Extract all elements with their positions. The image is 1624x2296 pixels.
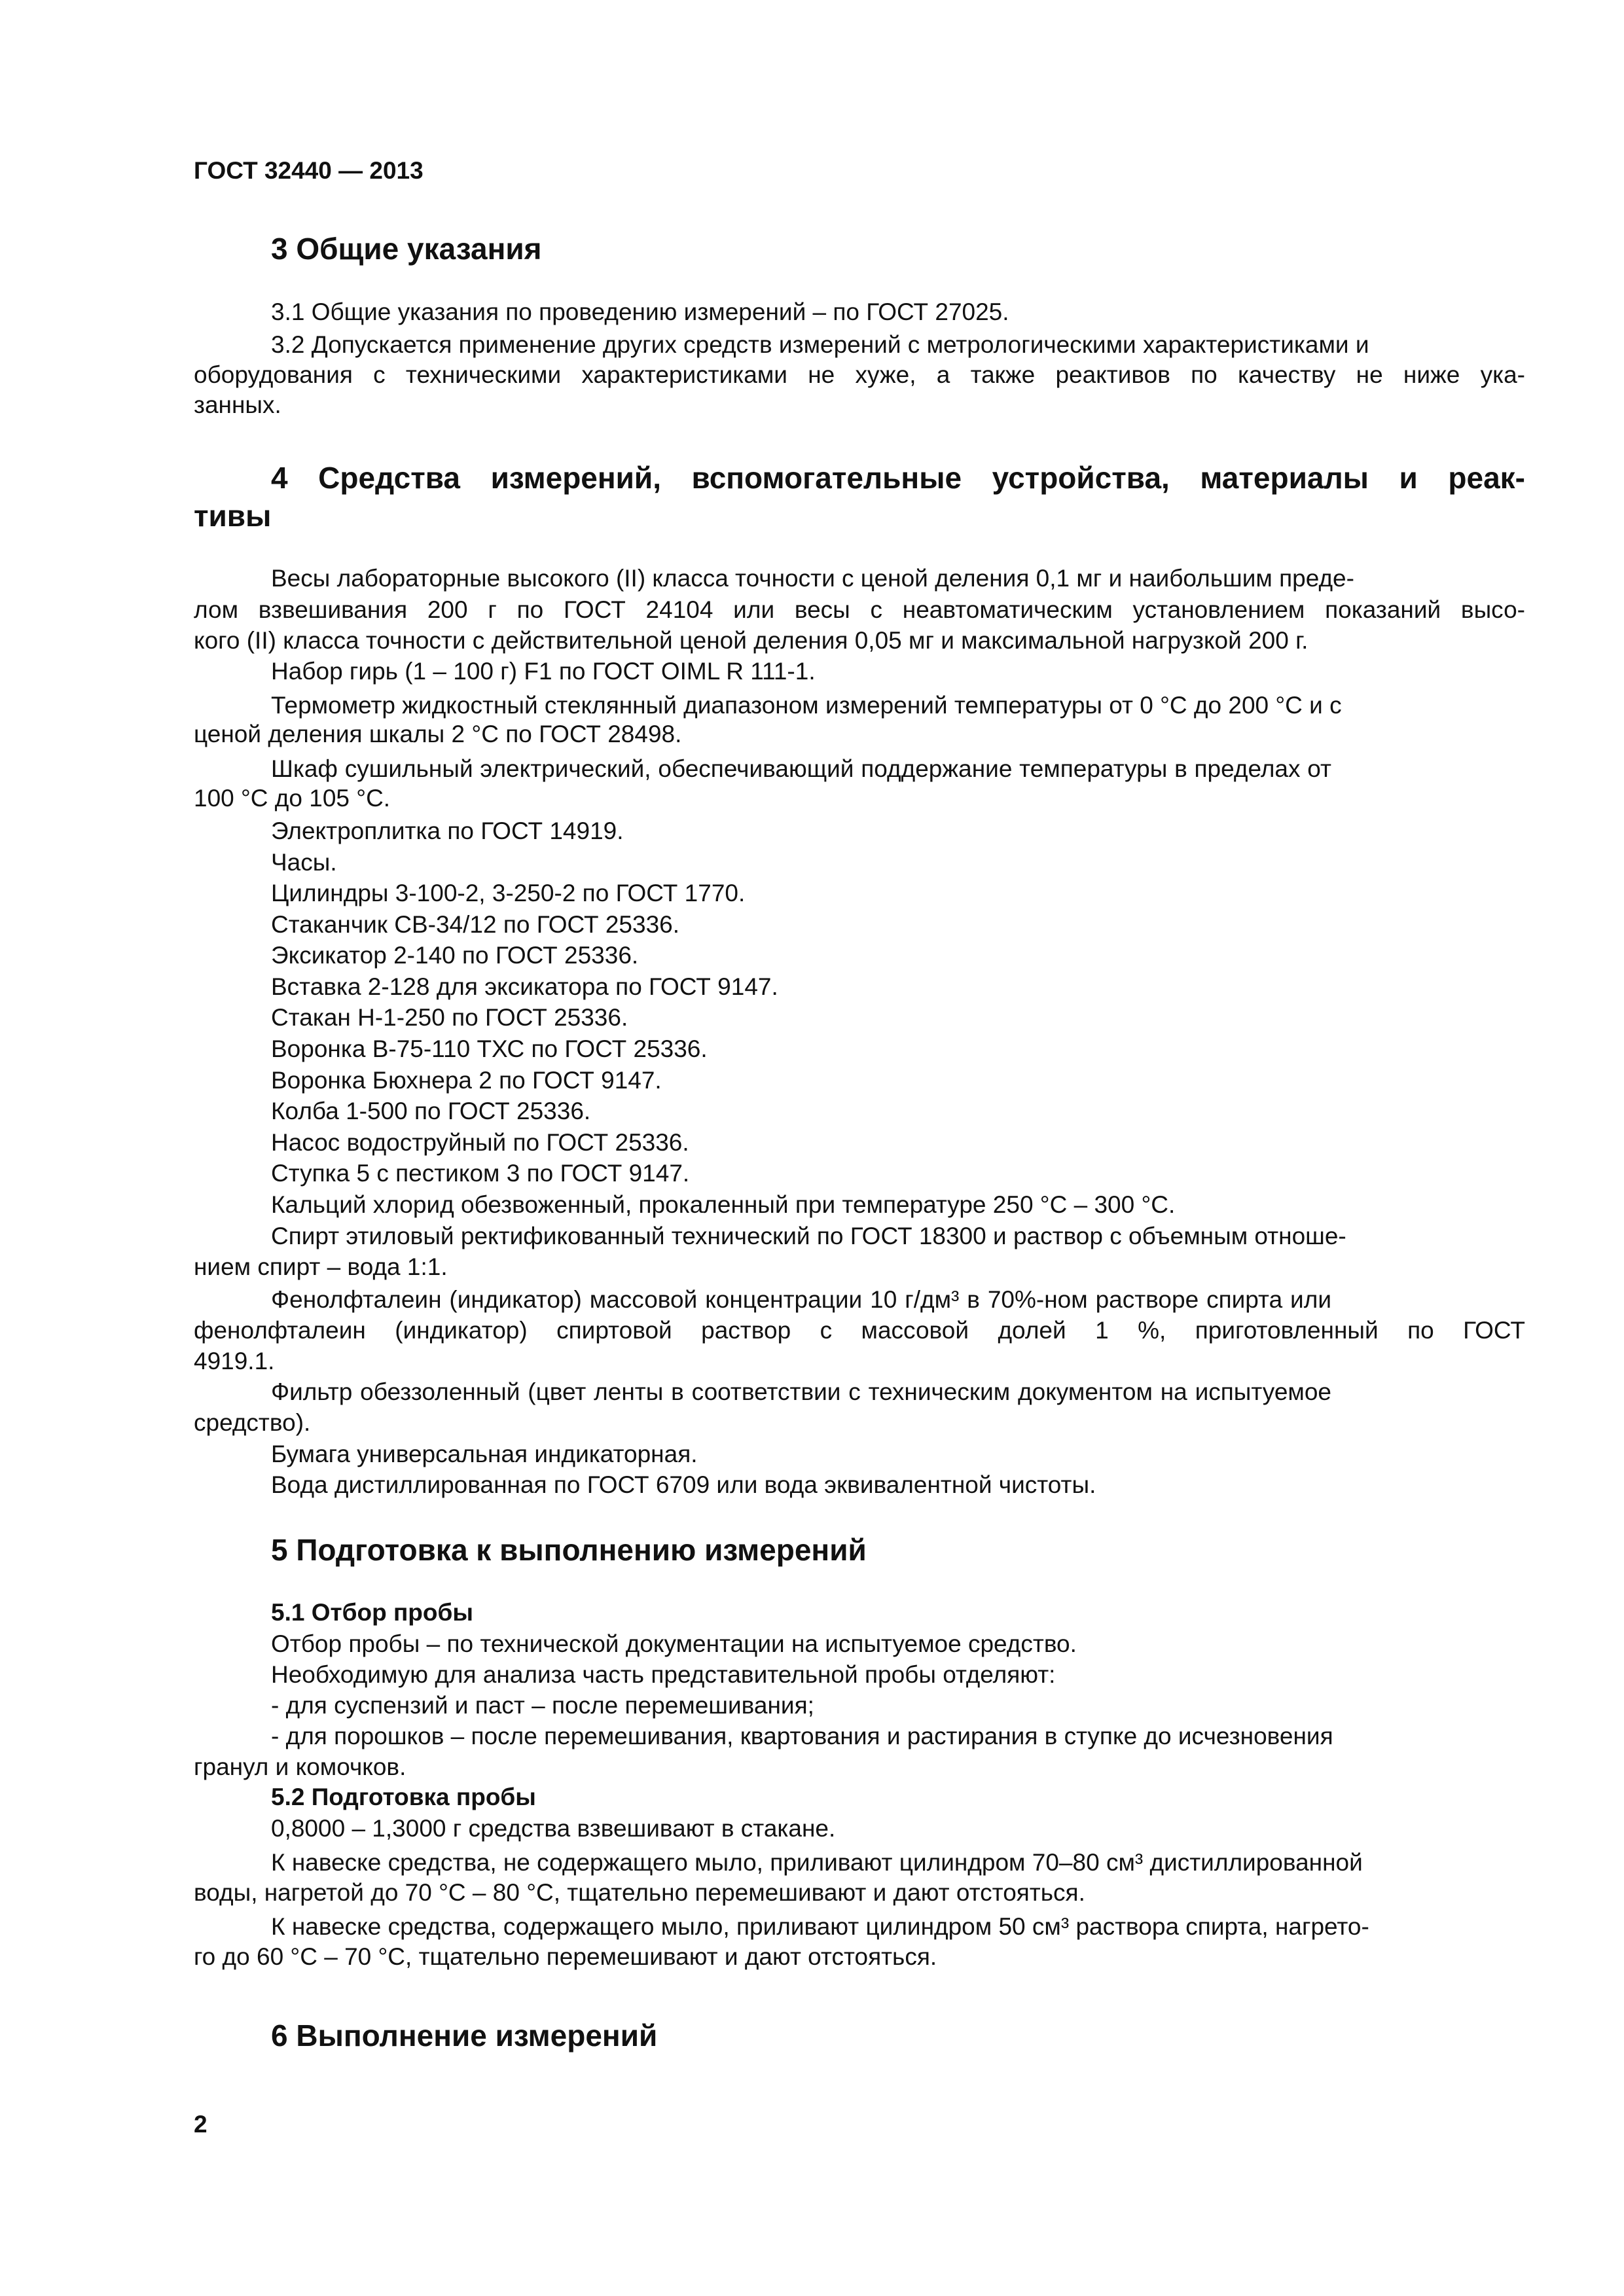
paragraph-line: нием спирт – вода 1:1.	[194, 1253, 448, 1280]
paragraph-line: 100 °С до 105 °С.	[194, 785, 391, 812]
paragraph-line: Необходимую для анализа часть представительной пробы отделяют:	[271, 1661, 1056, 1688]
paragraph-line: Воронка Бюхнера 2 по ГОСТ 9147.	[271, 1067, 662, 1094]
paragraph-line: Шкаф сушильный электрический, обеспечивающий поддержание температуры в пределах от	[271, 755, 1331, 782]
paragraph-line: 3.2 Допускается применение других средств измерений с метрологическими характеристиками и	[271, 331, 1369, 358]
paragraph-line: Насос водоструйный по ГОСТ 25336.	[271, 1129, 689, 1156]
paragraph-line: занных.	[194, 391, 281, 418]
paragraph-line: Спирт этиловый ректификованный технический по ГОСТ 18300 и раствор с объемным отноше-	[271, 1223, 1346, 1249]
paragraph-line: Бумага универсальная индикаторная.	[271, 1441, 698, 1467]
paragraph-line: воды, нагретой до 70 °С – 80 °С, тщательно перемешивают и дают отстояться.	[194, 1879, 1085, 1906]
paragraph-line: Часы.	[271, 849, 337, 876]
section-5-title: 5 Подготовка к выполнению измерений	[271, 1533, 867, 1567]
paragraph-line: Фенолфталеин (индикатор) массовой концентрации 10 г/дм³ в 70%-ном растворе спирта или	[271, 1286, 1331, 1313]
paragraph-line: Ступка 5 с пестиком 3 по ГОСТ 9147.	[271, 1160, 690, 1187]
paragraph-line: К навеске средства, содержащего мыло, приливают цилиндром 50 см³ раствора спирта, нагрето-	[271, 1913, 1369, 1940]
paragraph-line: ценой деления шкалы 2 °С по ГОСТ 28498.	[194, 721, 682, 747]
paragraph-line: Отбор пробы – по технической документации на испытуемое средство.	[271, 1630, 1077, 1657]
page-number: 2	[194, 2111, 208, 2138]
paragraph-line: 3.1 Общие указания по проведению измерений – по ГОСТ 27025.	[271, 298, 1009, 325]
paragraph-line: Электроплитка по ГОСТ 14919.	[271, 817, 624, 844]
section-4-title-continued: тивы	[194, 499, 272, 533]
paragraph-line: фенолфталеин (индикатор) спиртовой раствор с массовой долей 1 %, приготовленный по ГОСТ	[194, 1317, 1525, 1344]
paragraph-line: кого (II) класса точности с действительной ценой деления 0,05 мг и максимальной нагрузкой 200 г.	[194, 627, 1308, 654]
paragraph-line: - для порошков – после перемешивания, квартования и растирания в ступке до исчезновения	[271, 1723, 1333, 1749]
paragraph-line: Стакан Н-1-250 по ГОСТ 25336.	[271, 1004, 628, 1031]
paragraph-line: оборудования с техническими характеристиками не хуже, а также реактивов по качеству не ниже ука-	[194, 361, 1525, 388]
paragraph-line: гранул и комочков.	[194, 1753, 406, 1780]
paragraph-line: средство).	[194, 1409, 311, 1436]
paragraph-line: Колба 1-500 по ГОСТ 25336.	[271, 1098, 591, 1124]
paragraph-line: лом взвешивания 200 г по ГОСТ 24104 или весы с неавтоматическим установлением показаний высо-	[194, 596, 1525, 623]
paragraph-line: Цилиндры 3-100-2, 3-250-2 по ГОСТ 1770.	[271, 880, 746, 906]
paragraph-line: Вода дистиллированная по ГОСТ 6709 или вода эквивалентной чистоты.	[271, 1471, 1096, 1498]
paragraph-line: Набор гирь (1 – 100 г) F1 по ГОСТ OIML R 111-1.	[271, 658, 816, 685]
section-4-title: 4 Средства измерений, вспомогательные устройства, материалы и реак-	[271, 461, 1525, 495]
paragraph-line: Термометр жидкостный стеклянный диапазоном измерений температуры от 0 °С до 200 °С и с	[271, 692, 1342, 719]
section-3-title: 3 Общие указания	[271, 232, 542, 266]
paragraph-line: Вставка 2-128 для эксикатора по ГОСТ 9147.	[271, 973, 778, 1000]
subsection-5-2-title: 5.2 Подготовка пробы	[271, 1784, 536, 1810]
paragraph-line: Стаканчик СВ-34/12 по ГОСТ 25336.	[271, 911, 680, 938]
document-code: ГОСТ 32440 — 2013	[194, 157, 424, 184]
paragraph-line: - для суспензий и паст – после перемешивания;	[271, 1692, 814, 1719]
paragraph-line: Кальций хлорид обезвоженный, прокаленный при температуре 250 °С – 300 °С.	[271, 1191, 1176, 1218]
paragraph-line: Воронка В-75-110 ТХС по ГОСТ 25336.	[271, 1035, 708, 1062]
paragraph-line: К навеске средства, не содержащего мыло, приливают цилиндром 70–80 см³ дистиллированной	[271, 1849, 1363, 1876]
paragraph-line: Весы лабораторные высокого (II) класса точности с ценой деления 0,1 мг и наибольшим преде-	[271, 565, 1354, 592]
paragraph-line: го до 60 °С – 70 °С, тщательно перемешивают и дают отстояться.	[194, 1943, 937, 1970]
subsection-5-1-title: 5.1 Отбор пробы	[271, 1599, 473, 1626]
paragraph-line: Фильтр обеззоленный (цвет ленты в соответствии с техническим документом на испытуемое	[271, 1378, 1331, 1405]
paragraph-line: 4919.1.	[194, 1348, 275, 1374]
section-6-title: 6 Выполнение измерений	[271, 2018, 658, 2053]
paragraph-line: 0,8000 – 1,3000 г средства взвешивают в стакане.	[271, 1815, 836, 1842]
paragraph-line: Эксикатор 2-140 по ГОСТ 25336.	[271, 942, 639, 969]
